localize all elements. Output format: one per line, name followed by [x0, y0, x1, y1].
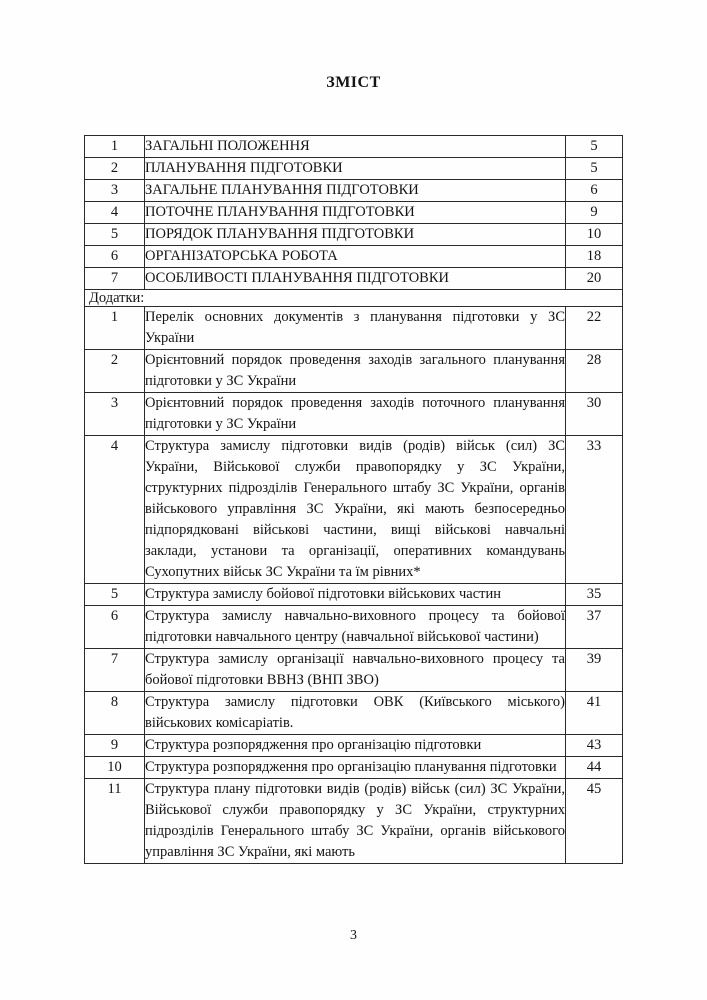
row-title: Перелік основних документів з планування підготовки у ЗС України	[145, 307, 566, 350]
row-title: Орієнтовний порядок проведення заходів поточного планування підготовки у ЗС України	[145, 393, 566, 436]
row-title: Структура замислу організації навчально-виховного процесу та бойової підготовки ВВНЗ (ВНП ЗВО)	[145, 649, 566, 692]
row-number: 5	[85, 584, 145, 606]
row-title: Структура замислу бойової підготовки військових частин	[145, 584, 566, 606]
appendix-row	[85, 393, 623, 436]
row-title: ПЛАНУВАННЯ ПІДГОТОВКИ	[145, 158, 566, 180]
row-page-number: 37	[566, 606, 623, 649]
row-number: 11	[85, 779, 145, 864]
table-of-contents	[84, 135, 623, 864]
row-title: Структура замислу навчально-виховного процесу та бойової підготовки навчального центру (навчальної військової частини)	[145, 606, 566, 649]
row-page-number: 5	[566, 136, 623, 158]
row-number: 10	[85, 757, 145, 779]
row-title: Структура плану підготовки видів (родів) військ (сил) ЗС України, Військової служби правопорядку у ЗС України, структурних підрозділів Генерального штабу ЗС України, органів військового управління ЗС України, які мають	[145, 779, 566, 864]
toc-row	[85, 136, 623, 158]
row-title: Структура розпорядження про організацію підготовки	[145, 735, 566, 757]
row-number: 7	[85, 649, 145, 692]
row-number: 6	[85, 606, 145, 649]
row-page-number: 22	[566, 307, 623, 350]
row-number: 4	[85, 436, 145, 584]
row-page-number: 45	[566, 779, 623, 864]
appendix-row	[85, 350, 623, 393]
appendix-row	[85, 735, 623, 757]
row-number: 1	[85, 307, 145, 350]
row-title: ПОТОЧНЕ ПЛАНУВАННЯ ПІДГОТОВКИ	[145, 202, 566, 224]
row-page-number: 35	[566, 584, 623, 606]
appendix-row	[85, 307, 623, 350]
appendix-row	[85, 606, 623, 649]
row-page-number: 33	[566, 436, 623, 584]
row-page-number: 5	[566, 158, 623, 180]
row-page-number: 44	[566, 757, 623, 779]
appendices-divider-label: Додатки:	[85, 290, 623, 307]
row-page-number: 41	[566, 692, 623, 735]
row-number: 2	[85, 350, 145, 393]
toc-row	[85, 224, 623, 246]
row-number: 7	[85, 268, 145, 290]
row-page-number: 9	[566, 202, 623, 224]
row-page-number: 18	[566, 246, 623, 268]
toc-row	[85, 158, 623, 180]
row-number: 3	[85, 393, 145, 436]
row-page-number: 10	[566, 224, 623, 246]
toc-row	[85, 246, 623, 268]
appendix-row	[85, 692, 623, 735]
row-title: Структура замислу підготовки ОВК (Київського міського) військових комісаріатів.	[145, 692, 566, 735]
row-number: 8	[85, 692, 145, 735]
row-number: 6	[85, 246, 145, 268]
toc-row	[85, 180, 623, 202]
row-title: ОРГАНІЗАТОРСЬКА РОБОТА	[145, 246, 566, 268]
row-page-number: 20	[566, 268, 623, 290]
appendix-row	[85, 649, 623, 692]
row-page-number: 6	[566, 180, 623, 202]
appendix-row	[85, 779, 623, 864]
row-number: 3	[85, 180, 145, 202]
row-title: Структура розпорядження про організацію планування підготовки	[145, 757, 566, 779]
row-title: ПОРЯДОК ПЛАНУВАННЯ ПІДГОТОВКИ	[145, 224, 566, 246]
toc-row	[85, 202, 623, 224]
row-title: ОСОБЛИВОСТІ ПЛАНУВАННЯ ПІДГОТОВКИ	[145, 268, 566, 290]
row-number: 9	[85, 735, 145, 757]
appendices-divider-row	[85, 290, 623, 307]
appendix-row	[85, 584, 623, 606]
toc-row	[85, 268, 623, 290]
appendix-row	[85, 757, 623, 779]
page-number: 3	[350, 928, 357, 943]
row-title: Структура замислу підготовки видів (родів) військ (сил) ЗС України, Військової служби правопорядку у ЗС України, структурних підрозділів Генерального штабу ЗС України, органів військового управління ЗС України, які мають безпосередньо підпорядковані військові частини, вищі військові навчальні заклади, установи та організації, оперативних командувань Сухопутних військ ЗС України та їм рівних*	[145, 436, 566, 584]
row-title: Орієнтовний порядок проведення заходів загального планування підготовки у ЗС України	[145, 350, 566, 393]
page-title: ЗМІСТ	[326, 74, 381, 91]
row-number: 2	[85, 158, 145, 180]
appendix-row	[85, 436, 623, 584]
row-number: 5	[85, 224, 145, 246]
row-page-number: 28	[566, 350, 623, 393]
row-title: ЗАГАЛЬНЕ ПЛАНУВАННЯ ПІДГОТОВКИ	[145, 180, 566, 202]
row-page-number: 43	[566, 735, 623, 757]
row-page-number: 30	[566, 393, 623, 436]
row-number: 1	[85, 136, 145, 158]
row-title: ЗАГАЛЬНІ ПОЛОЖЕННЯ	[145, 136, 566, 158]
row-page-number: 39	[566, 649, 623, 692]
row-number: 4	[85, 202, 145, 224]
